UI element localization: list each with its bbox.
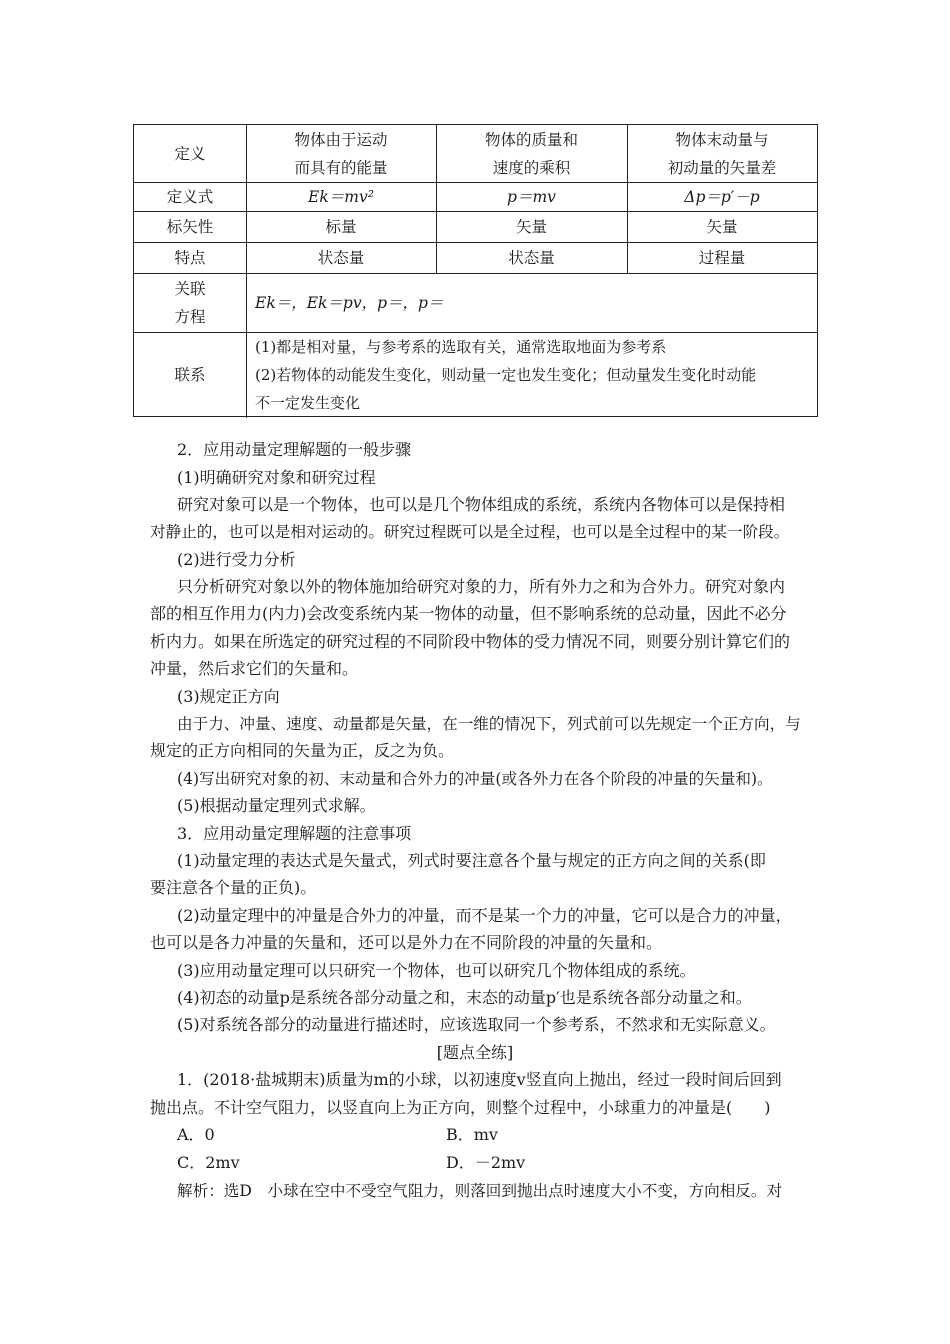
cell-text: (1)都是相对量，与参考系的选取有关，通常选取地面为参考系 bbox=[255, 338, 667, 356]
row-label-relation bbox=[134, 273, 246, 332]
paragraph-line: (4)初态的动量p是系统各部分动量之和，末态的动量p′也是系统各部分动量之和。 bbox=[177, 988, 752, 1007]
row-label-vector-type bbox=[134, 211, 246, 242]
paragraph-line: (1)动量定理的表达式是矢量式，列式时要注意各个量与规定的正方向之间的关系(即 bbox=[177, 851, 766, 870]
cell-vector-type bbox=[627, 211, 817, 242]
cell-text: 不一定发生变化 bbox=[255, 394, 361, 412]
cell-text: 关联 bbox=[174, 279, 206, 298]
paragraph-line: 由于力、冲量、速度、动量都是矢量，在一维的情况下，列式前可以先规定一个正方向，与 bbox=[177, 715, 801, 733]
step-heading: (5)根据动量定理列式求解。 bbox=[177, 796, 376, 815]
cell-momentum-change-definition bbox=[627, 125, 817, 182]
paragraph-line: 也可以是各力冲量的矢量和，还可以是外力在不同阶段的冲量的矢量和。 bbox=[150, 933, 663, 952]
cell-text: 初动量的矢量差 bbox=[667, 158, 777, 177]
row-label-definition bbox=[134, 125, 246, 182]
section-heading: 2．应用动量定理解题的一般步骤 bbox=[177, 440, 412, 459]
cell-text: 速度的乘积 bbox=[492, 158, 571, 177]
cell-momentum-definition bbox=[436, 125, 627, 182]
paragraph-line: (3)应用动量定理可以只研究一个物体，也可以研究几个物体组成的系统。 bbox=[177, 961, 696, 980]
cell-link-content bbox=[246, 332, 817, 418]
cell-feature bbox=[246, 242, 436, 273]
option-c: C．2mv bbox=[177, 1153, 240, 1172]
cell-text: 而具有的能量 bbox=[294, 158, 388, 177]
paragraph-line: (5)对系统各部分的动量进行描述时，应该选取同一个参考系，不然求和无实际意义。 bbox=[177, 1015, 776, 1034]
cell-kinetic-energy-definition bbox=[246, 125, 436, 182]
cell-text: 物体末动量与 bbox=[675, 130, 769, 149]
option-b: B．mv bbox=[446, 1125, 498, 1144]
paragraph-line: 只分析研究对象以外的物体施加给研究对象的力，所有外力之和为合外力。研究对象内 bbox=[177, 577, 786, 596]
cell-text: 联系 bbox=[174, 366, 206, 384]
step-heading: (4)写出研究对象的初、末动量和合外力的冲量(或各外力在各个阶段的冲量的矢量和)。 bbox=[177, 770, 773, 788]
section-heading: 3．应用动量定理解题的注意事项 bbox=[177, 824, 412, 843]
formula-text: p＝mv bbox=[507, 187, 556, 206]
cell-feature bbox=[627, 242, 817, 273]
option-a: A．0 bbox=[177, 1125, 215, 1144]
row-label-formula bbox=[134, 182, 246, 211]
cell-text: 标量 bbox=[325, 217, 357, 236]
row-label-link bbox=[134, 332, 246, 418]
cell-text: 矢量 bbox=[515, 217, 547, 236]
cell-relation-equations bbox=[246, 273, 817, 332]
cell-feature bbox=[436, 242, 627, 273]
cell-text: 物体由于运动 bbox=[294, 130, 388, 149]
paragraph-line: (2)动量定理中的冲量是合外力的冲量，而不是某一个力的冲量，它可以是合力的冲量， bbox=[177, 906, 792, 925]
answer-explanation: 解析：选D 小球在空中不受空气阻力，则落回到抛出点时速度大小不变，方向相反。对 bbox=[177, 1182, 783, 1200]
cell-text: 标矢性 bbox=[166, 217, 214, 236]
cell-text: 状态量 bbox=[508, 248, 555, 267]
row-label-feature bbox=[134, 242, 246, 273]
cell-momentum-change-formula bbox=[627, 182, 817, 211]
cell-text: 定义 bbox=[174, 144, 206, 163]
step-heading: (3)规定正方向 bbox=[177, 687, 280, 706]
cell-text: 定义式 bbox=[166, 187, 214, 206]
paragraph-line: 部的相互作用力(内力)会改变系统内某一物体的动量，但不影响系统的总动量，因此不必分 bbox=[150, 604, 787, 623]
cell-vector-type bbox=[436, 211, 627, 242]
cell-vector-type bbox=[246, 211, 436, 242]
paragraph-line: 对静止的，也可以是相对运动的。研究过程既可以是全过程，也可以是全过程中的某一阶段。 bbox=[150, 523, 790, 541]
question-text: 抛出点。不计空气阻力，以竖直向上为正方向，则整个过程中，小球重力的冲量是( ) bbox=[150, 1098, 771, 1117]
cell-text: 矢量 bbox=[706, 217, 738, 236]
exercise-section-title: [题点全练] bbox=[436, 1043, 514, 1062]
step-heading: (1)明确研究对象和研究过程 bbox=[177, 468, 376, 487]
paragraph-line: 要注意各个量的正负)。 bbox=[150, 878, 317, 897]
question-text: 1．(2018·盐城期末)质量为m的小球，以初速度v竖直向上抛出，经过一段时间后回到 bbox=[177, 1070, 782, 1089]
formula-text: Ek＝mv² bbox=[308, 187, 374, 206]
cell-text: 物体的质量和 bbox=[484, 130, 578, 149]
formula-text: Ek＝，Ek＝pv，p＝，p＝ bbox=[255, 293, 444, 312]
paragraph-line: 冲量，然后求它们的矢量和。 bbox=[150, 659, 359, 678]
cell-text: 过程量 bbox=[698, 248, 746, 267]
cell-text: 状态量 bbox=[317, 248, 365, 267]
formula-text: Δp＝p′－p bbox=[684, 187, 760, 206]
comparison-table bbox=[133, 124, 818, 417]
paragraph-line: 研究对象可以是一个物体，也可以是几个物体组成的系统，系统内各物体可以是保持相 bbox=[177, 495, 786, 514]
cell-text: (2)若物体的动能发生变化，则动量一定也发生变化；但动量发生变化时动能 bbox=[255, 366, 757, 384]
paragraph-line: 规定的正方向相同的矢量为正，反之为负。 bbox=[150, 741, 455, 760]
cell-text: 方程 bbox=[174, 307, 206, 326]
cell-kinetic-energy-formula bbox=[246, 182, 436, 211]
option-d: D．－2mv bbox=[446, 1153, 526, 1172]
cell-text: 特点 bbox=[174, 248, 206, 267]
paragraph-line: 析内力。如果在所选定的研究过程的不同阶段中物体的受力情况不同，则要分别计算它们的 bbox=[150, 632, 791, 651]
cell-momentum-formula bbox=[436, 182, 627, 211]
step-heading: (2)进行受力分析 bbox=[177, 550, 296, 569]
